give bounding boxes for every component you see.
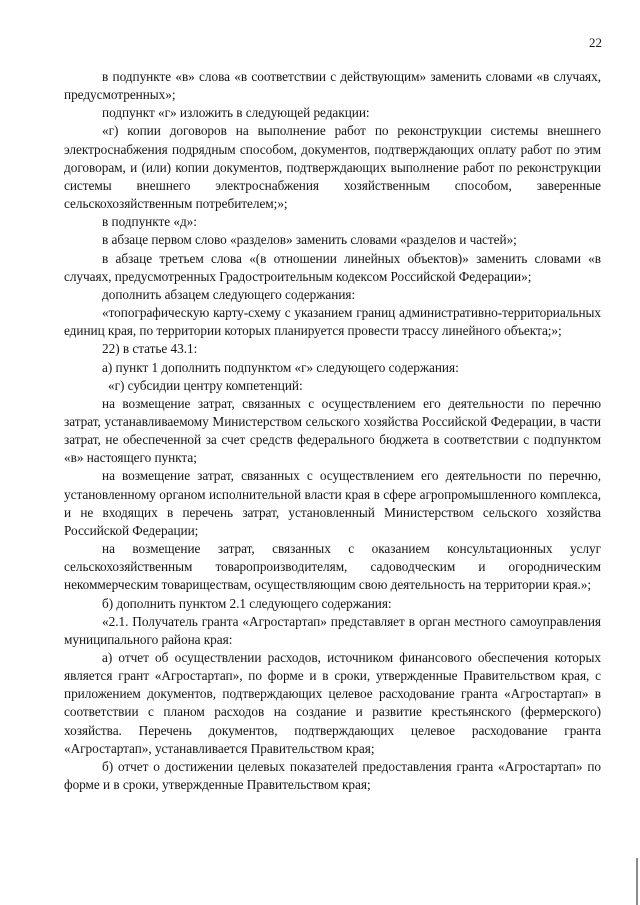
paragraph-third-abzac: в абзаце третьем слова «(в отношении линейных объектов)» заменить словами «в случаях, предусмотренных Градостроительным кодексом Российской Федерации»;: [64, 250, 601, 284]
paragraph-point-2-1-add: б) дополнить пунктом 2.1 следующего содержания:: [102, 595, 392, 611]
paragraph-subpoint-v-amendment: в подпункте «в» слова «в соответствии с действующим» заменить словами «в случаях, предусмотренных»;: [64, 69, 601, 103]
paragraph-expense-report: а) отчет об осуществлении расходов, источником финансового обеспечения которых является грант «Агростартап», по форме и в сроки, утвержденные Правительством края, с приложением документов, подтверждающих целевое расходование гранта «Агростартап» в соответствии с планом расходов на создание и развитие крестьянского (фермерского) хозяйства. Перечень документов, подтверждающих целевое расходование гранта «Агростартап», устанавливается Правительством края;: [64, 650, 601, 756]
paragraph-subpoint-d-intro: в подпункте «д»:: [102, 214, 197, 230]
paragraph-first-abzac: в абзаце первом слово «разделов» заменить словами «разделов и частей»;: [102, 232, 517, 248]
paragraph-reimbursement-2: на возмещение затрат, связанных с осуществлением его деятельности по перечню, установленному органом исполнительной власти края в сфере агропромышленного комплекса, и не входящих в перечень затрат, установленный Министерством сельского хозяйства Российской Федерации;: [64, 468, 601, 538]
paragraph-target-report: б) отчет о достижении целевых показателей предоставления гранта «Агростартап» по форме и в сроки, утвержденные Правительством края;: [64, 758, 601, 793]
paragraph-subpoint-g-text: «г) копии договоров на выполнение работ по реконструкции системы внешнего электроснабжения подрядным способом, документов, подтверждающих оплату работ по этим договорам, и (или) копии документов, подтверждающих выполнение работ по реконструкции системы внешнего электроснабжения хозяйственным способом, заверенные сельскохозяйственным потребителем;»;: [64, 123, 601, 212]
paragraph-reimbursement-1: на возмещение затрат, связанных с осуществлением его деятельности по перечню затрат, устанавливаемому Министерством сельского хозяйства Российской Федерации, в части затрат, не обеспеченной за счет средств федерального бюджета в соответствии с подпунктом «в» настоящего пункта;: [64, 395, 601, 466]
paragraph-topographic-map: «топографическую карту-схему с указанием границ административно-территориальных единиц края, по территории которых планируется провести трассу линейного объекта;»;: [64, 305, 601, 339]
document-body: [64, 68, 601, 794]
paragraph-point-1-add: а) пункт 1 дополнить подпунктом «г» следующего содержания:: [102, 359, 459, 375]
paragraph-grant-recipient: «2.1. Получатель гранта «Агростартап» представляет в орган местного самоуправления муниципального района края:: [64, 613, 601, 647]
paragraph-subsidies-center: «г) субсидии центру компетенций:: [108, 377, 303, 393]
paragraph-subpoint-g-intro: подпункт «г» изложить в следующей редакции:: [102, 105, 370, 121]
paragraph-add-abzac: дополнить абзацем следующего содержания:: [102, 286, 356, 302]
scan-edge-mark: [636, 858, 638, 905]
paragraph-reimbursement-3: на возмещение затрат, связанных с оказанием консультационных услуг сельскохозяйственным товаропроизводителям, садоводческим и огородническим некоммерческим товариществам, осуществляющим свою деятельность на территории края.»;: [64, 541, 601, 593]
page-number: 22: [589, 35, 602, 50]
paragraph-article-43-1: 22) в статье 43.1:: [102, 341, 198, 357]
